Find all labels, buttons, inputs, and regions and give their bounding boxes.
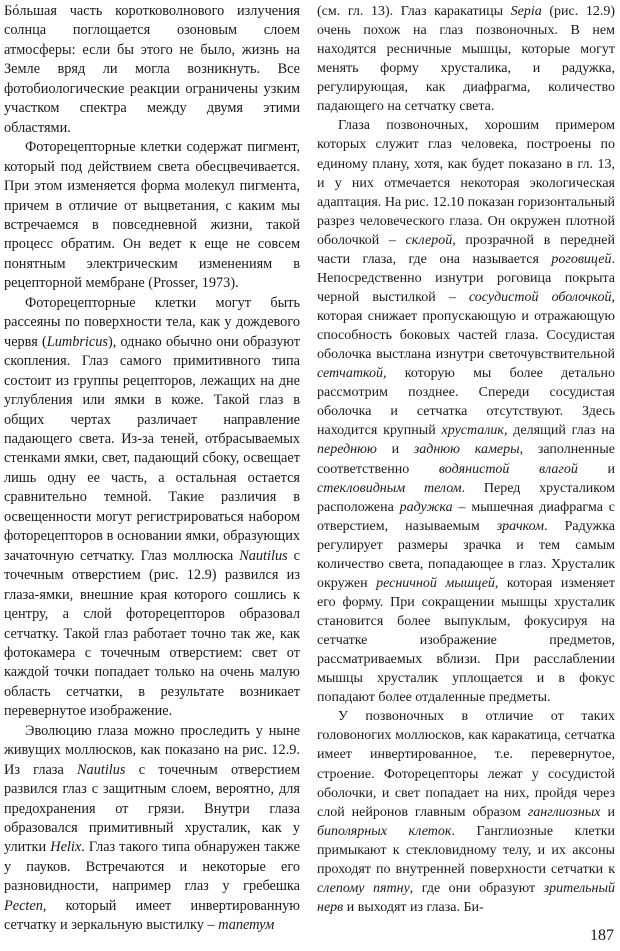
paragraph: Бóльшая часть коротковолнового излучения солнца поглощается озоновым слоем атмосферы: если бы этого не было, жизнь на Земле вряд ли могла возникнуть. Все фотобиологические реакции ограничены узким участком спектра между двумя этими областями. [4,3,300,136]
paragraph: У позвоночных в отличие от таких головоногих моллюсков, как каракатица, сетчатка имеет инвертированное, т.е. перевернутое, строение. Фоторецепторы лежат у сосудистой оболочки, и свет попадает на них, пройдя через слой нейронов главным образом ганглиозных и биполярных клеток. Ганглиозные клетки примыкают к стекловидному телу, и их аксоны проходят по внутренней поверхности сетчатки к слепому пятну, где они образуют зрительный нерв и выходят из глаза. Би- [317,709,615,915]
right-text-column [317,2,615,917]
left-text-column [4,2,300,936]
paragraph: Эволюцию глаза можно проследить у ныне живущих моллюсков, как показано на рис. 12.9. Из глаза Nautilus с точечным отверстием развился глаз с защитным слоем, вероятно, для предохранения от грязи. Внутри глаза образовался примитивный хрусталик, как у улитки Helix. Глаз такого типа обнаружен также у пауков. Встречаются и некоторые его разновидности, например глаз у гребешка Pecten, который имеет инвертированную сетчатку и зеркальную выстилку – тапетум [4,722,300,934]
page-number: 187 [590,927,614,944]
paragraph: (см. гл. 13). Глаз каракатицы Sepia (рис. 12.9) очень похож на глаз позвоночных. В нем находятся ресничные мышцы, которые могут менять форму хрусталика, и радужка, регулирующая, как диафрагма, количество падающего на сетчатку света. [317,4,616,115]
paragraph: Фоторецепторные клетки могут быть рассеяны по поверхности тела, как у дождевого червя (Lumbricus), однако обычно они образуют скопления. Глаз самого примитивного типа состоит из группы рецепторов, лежащих на дне углубления или ямки в коже. Такой глаз в общих чертах различает направление падающего света. Из-за теней, отбрасываемых стенками ямки, свет, падающий сбоку, освещает лишь одну ее часть, а остальная остается сравнительно темной. Такие различия в освещенности могут регистрироваться набором фоторецепторов в основании ямки, образующих зачаточную сетчатку. Глаз моллюска Nautilus с точечным отверстием (рис. 12.9) развился из глаза-ямки, внешние края которого сошлись к центру, а слой фоторецепторов образовал сетчатку. Такой глаз работает точно так же, как фотокамера с точечным отверстием: свет от каждой точки попадает только на очень малую область сетчатки, в результате возникает перевернутое изображение. [4,294,300,720]
paragraph: Фоторецепторные клетки содержат пигмент, который под действием света обесцвечивается. При этом изменяется форма молекул пигмента, причем в отличие от выцветания, с каким мы встречаемся в повседневной жизни, такой процесс обратим. Он ведет к еще не совсем понятным электрическим изменениям в рецепторной мембране (Prosser, 1973). [4,139,300,292]
paragraph: Глаза позвоночных, хорошим примером которых служит глаз человека, построены по единому плану, хотя, как будет показано в гл. 13, и у них отмечается некоторая экологическая адаптация. На рис. 12.10 показан горизонтальный разрез человеческого глаза. Он окружен плотной оболочкой – склерой, прозрачной в передней части глаза, где она называется роговицей. Непосредственно изнутри роговица покрыта черной выстилкой – сосудистой оболочкой, которая снижает пропускающую и отражающую способность боковых частей глаза. Сосудистая оболочка выстлана изнутри светочувствительной сетчаткой, которую мы более детально рассмотрим позднее. Спереди сосудистая оболочка и сетчатка отсутствуют. Здесь находится крупный хрусталик, делящий глаз на переднюю и заднюю камеры, заполненные соответственно водянистой влагой и стекловидным телом. Перед хрусталиком расположена радужка – мышечная диафрагма с отверстием, называемым зрачком. Радужка регулирует размеры зрачка и тем самым количество света, попадающее в глаз. Хрусталик окружен ресничной мышцей, которая изменяет его форму. При сокращении мышцы хрусталик становится более выпуклым, фокусируя на сетчатке изображение предметов, рассматриваемых вблизи. При расслаблении мышцы хрусталик уплощается и в фокус попадают более отдаленные предметы. [317,118,616,706]
